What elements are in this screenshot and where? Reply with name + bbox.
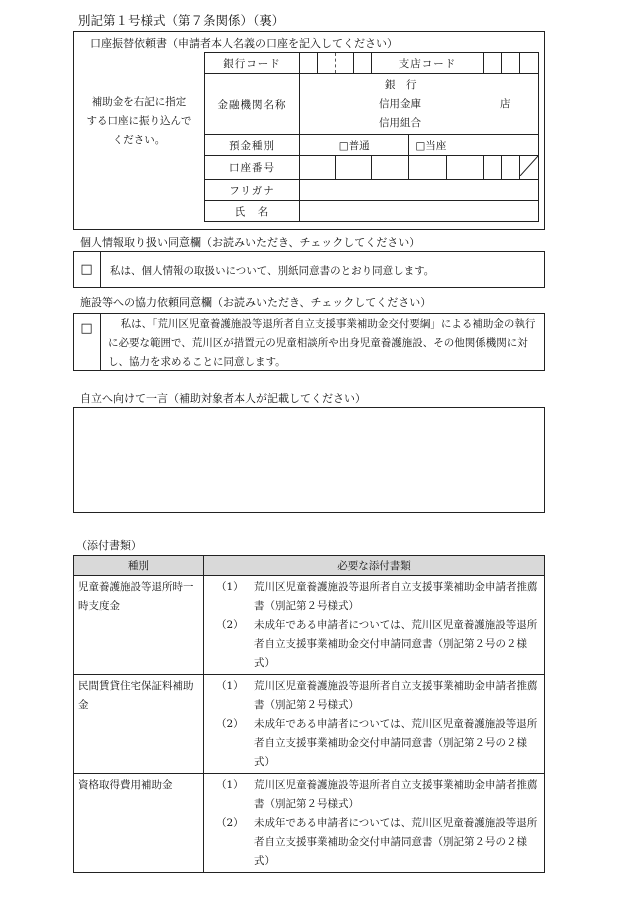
diagonal-slash-icon bbox=[520, 156, 538, 176]
item-number: （1） bbox=[216, 779, 244, 791]
list-item bbox=[204, 715, 544, 772]
name-row bbox=[205, 201, 539, 222]
account-number-digit[interactable] bbox=[483, 156, 501, 180]
account-type-ordinary-checkbox[interactable]: □普通 bbox=[300, 135, 409, 156]
item-text: 荒川区児童養護施設等退所者自立支援事業補助金申請者推薦書（別記第２号様式） bbox=[254, 779, 538, 810]
item-text: 荒川区児童養護施設等退所者自立支援事業補助金申請者推薦書（別記第２号様式） bbox=[254, 680, 538, 711]
list-item bbox=[204, 677, 544, 715]
account-holder-name-label: 氏 名 bbox=[205, 201, 300, 222]
bank-code-digit[interactable] bbox=[300, 53, 318, 74]
branch-code-digit[interactable] bbox=[483, 53, 501, 74]
item-number: （2） bbox=[216, 718, 244, 730]
required-documents-cell bbox=[204, 576, 545, 675]
branch-code-label: 支店コード bbox=[372, 53, 484, 74]
account-number-digit[interactable] bbox=[372, 156, 409, 180]
subsidy-type-cell: 資格取得費用補助金 bbox=[74, 774, 204, 873]
account-type-label: 預金種別 bbox=[205, 135, 300, 156]
account-number-digit[interactable] bbox=[300, 156, 336, 180]
instruction-line: 補助金を右記に指定 bbox=[91, 96, 187, 108]
list-item bbox=[204, 814, 544, 871]
instruction-line: する口座に振り込んで bbox=[86, 115, 192, 127]
account-number-digit[interactable] bbox=[501, 156, 519, 180]
list-item bbox=[204, 616, 544, 673]
branch-code-digit[interactable] bbox=[501, 53, 519, 74]
subsidy-type-cell: 児童養護施設等退所時一時支度金 bbox=[74, 576, 204, 675]
required-documents-cell bbox=[204, 675, 545, 774]
cooperation-consent-text: 私は、「荒川区児童養護施設等退所者自立支援事業補助金交付要綱」による補助金の執行に必要な範囲で、荒川区が措置元の児童相談所や出身児童養護施設、その他関係機関に対し、協力を求めることに同意します。 bbox=[108, 318, 536, 368]
account-number-row bbox=[205, 156, 539, 180]
institution-kumiai-option: 信用組合 bbox=[379, 117, 421, 129]
bank-account-table bbox=[204, 52, 539, 222]
privacy-consent-title: 個人情報取り扱い同意欄（お読みいただき、チェックしてください） bbox=[80, 236, 421, 249]
item-number: （1） bbox=[216, 680, 244, 692]
item-text: 未成年である申請者については、荒川区児童養護施設等退所者自立支援事業補助金交付申請同意書（別記第２号の２様式） bbox=[254, 619, 538, 669]
account-number-label: 口座番号 bbox=[205, 156, 300, 180]
institution-shinkin-option: 信用金庫 bbox=[379, 98, 421, 110]
cooperation-consent-title: 施設等への協力依頼同意欄（お読みいただき、チェックしてください） bbox=[80, 296, 432, 309]
institution-branch-suffix: 店 bbox=[500, 98, 511, 110]
account-number-digit[interactable] bbox=[446, 156, 483, 180]
table-row bbox=[74, 675, 545, 774]
bank-code-label: 銀行コード bbox=[205, 53, 300, 74]
account-holder-name-field[interactable] bbox=[300, 201, 539, 222]
column-header-documents: 必要な添付書類 bbox=[204, 556, 545, 576]
attachments-table bbox=[73, 555, 545, 873]
institution-field[interactable] bbox=[300, 74, 539, 135]
cooperation-consent-checkbox[interactable]: □ bbox=[73, 313, 101, 371]
bank-code-digit[interactable] bbox=[354, 53, 372, 74]
required-documents-cell bbox=[204, 774, 545, 873]
furigana-label: フリガナ bbox=[205, 180, 300, 201]
bank-transfer-instruction bbox=[80, 93, 198, 150]
list-item bbox=[204, 578, 544, 616]
item-number: （1） bbox=[216, 581, 244, 593]
bank-transfer-heading: 口座振替依頼書（申請者本人名義の口座を記入してください） bbox=[90, 37, 398, 50]
self-reliance-message-field[interactable] bbox=[73, 407, 545, 513]
item-number: （2） bbox=[216, 619, 244, 631]
branch-code-digit[interactable] bbox=[519, 53, 538, 74]
account-number-digit[interactable] bbox=[409, 156, 446, 180]
bank-code-row bbox=[205, 53, 539, 74]
privacy-consent-text: 私は、個人情報の取扱いについて、別紙同意書のとおり同意します。 bbox=[110, 265, 435, 277]
list-item bbox=[204, 776, 544, 814]
account-type-row bbox=[205, 135, 539, 156]
bank-code-digit[interactable] bbox=[318, 53, 336, 74]
institution-row bbox=[205, 74, 539, 135]
item-text: 荒川区児童養護施設等退所者自立支援事業補助金申請者推薦書（別記第２号様式） bbox=[254, 581, 538, 612]
item-text: 未成年である申請者については、荒川区児童養護施設等退所者自立支援事業補助金交付申請同意書（別記第２号の２様式） bbox=[254, 718, 538, 768]
subsidy-type-cell: 民間賃貸住宅保証料補助金 bbox=[74, 675, 204, 774]
account-number-digit[interactable] bbox=[336, 156, 372, 180]
furigana-field[interactable] bbox=[300, 180, 539, 201]
table-row bbox=[74, 576, 545, 675]
bank-code-digit[interactable] bbox=[336, 53, 354, 74]
table-row bbox=[74, 774, 545, 873]
institution-bank-option: 銀 行 bbox=[385, 79, 417, 91]
attachments-header-row bbox=[74, 556, 545, 576]
account-type-current-checkbox[interactable]: □当座 bbox=[409, 135, 539, 156]
account-number-slash-cell bbox=[519, 156, 538, 180]
item-number: （2） bbox=[216, 817, 244, 829]
column-header-type: 種別 bbox=[74, 556, 204, 576]
self-reliance-message-title: 自立へ向けて一言（補助対象者本人が記載してください） bbox=[80, 392, 366, 405]
instruction-line: ください。 bbox=[112, 134, 166, 146]
item-text: 未成年である申請者については、荒川区児童養護施設等退所者自立支援事業補助金交付申請同意書（別記第２号の２様式） bbox=[254, 817, 538, 867]
institution-label: 金融機関名称 bbox=[205, 74, 300, 135]
privacy-consent-checkbox[interactable]: □ bbox=[73, 251, 101, 288]
furigana-row bbox=[205, 180, 539, 201]
attachments-title: （添付書類） bbox=[76, 539, 142, 552]
form-title: 別記第１号様式（第７条関係）（裏） bbox=[78, 13, 285, 28]
